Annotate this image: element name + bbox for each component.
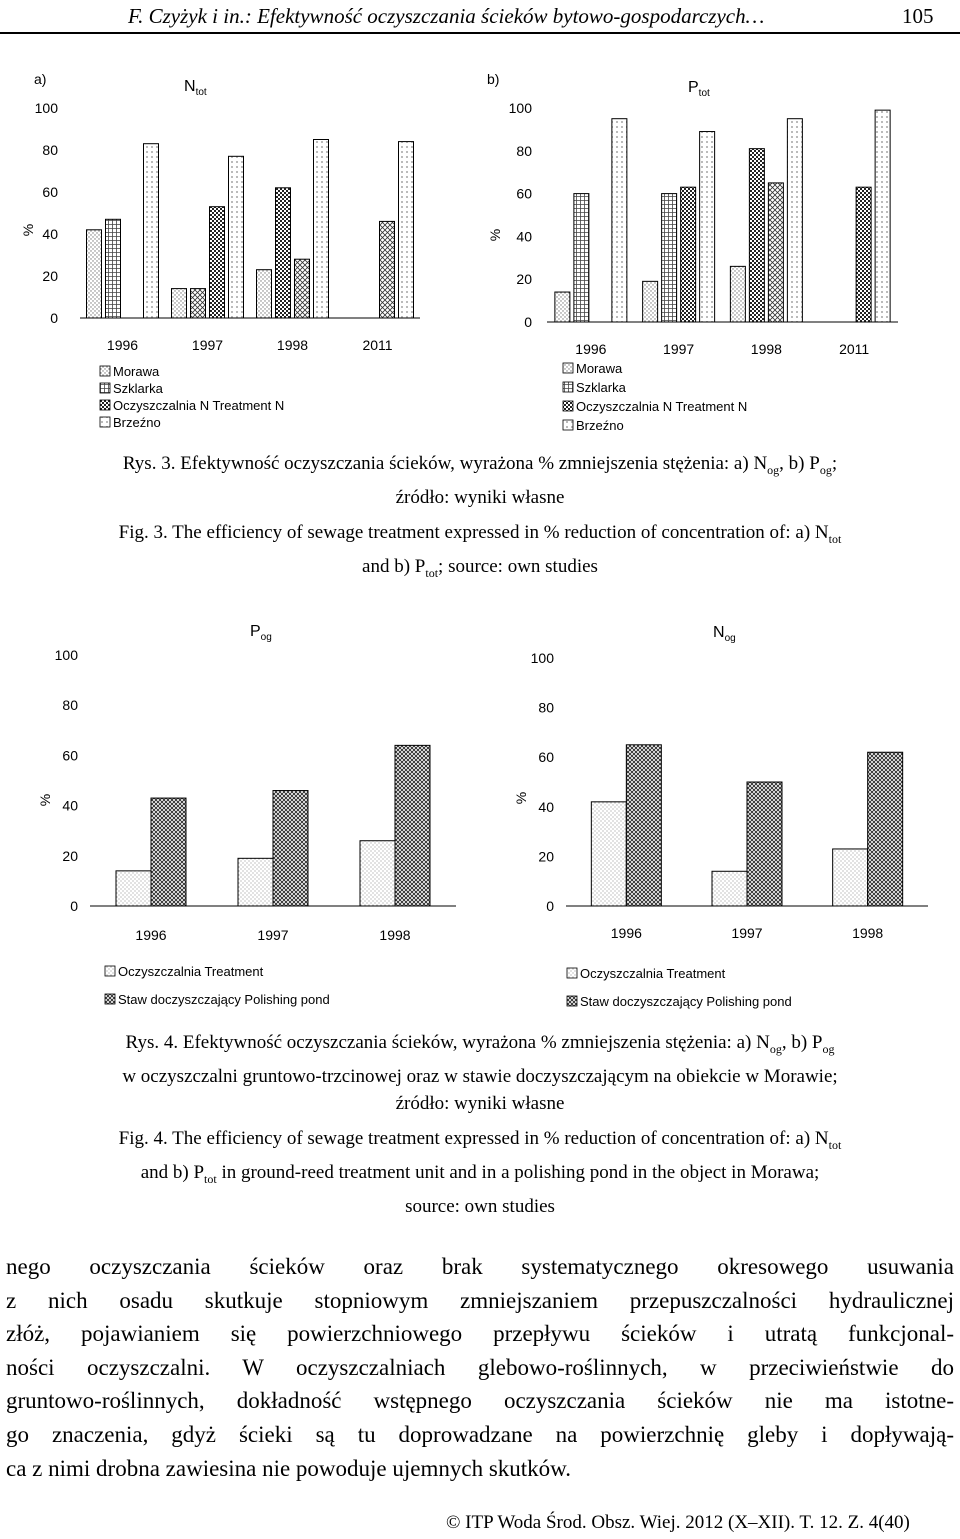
- x-tick-label: 1997: [191, 337, 224, 353]
- svg-text:Morawa: Morawa: [113, 364, 160, 379]
- y-tick-label: 40: [62, 797, 78, 814]
- x-tick-label: 1997: [257, 927, 289, 943]
- fig4-caption-pl: [38, 1029, 922, 1117]
- fig4b-title: $N_{og}$: [713, 624, 736, 644]
- x-tick-label: 1996: [610, 925, 642, 941]
- bar-1996-series-0: [591, 802, 626, 906]
- svg-text:Brzeźno: Brzeźno: [576, 418, 624, 433]
- fig4b-bars: [591, 745, 902, 906]
- body-line: go znaczenia, gdyż ścieki są tu doprowadzane na powierzchnię gleby i dopływają-: [6, 1421, 954, 1447]
- bar-1997-series-1: [747, 782, 782, 906]
- fig3a-ylabel: %: [20, 223, 36, 237]
- y-tick-label: 60: [516, 185, 532, 202]
- body-line: ca z nimi drobna zawiesina nie powoduje ujemnych skutków.: [6, 1455, 572, 1481]
- x-tick-label: 2011: [362, 337, 393, 353]
- bar-1996-series-0: [116, 871, 151, 906]
- y-tick-label: 40: [42, 226, 58, 242]
- x-tick-label: 1998: [852, 925, 884, 941]
- y-tick-label: 80: [62, 697, 78, 714]
- fig4b-legend: [567, 966, 792, 1009]
- y-tick-label: 40: [516, 228, 532, 245]
- body-line: ności oczyszczalni. W oczyszczalniach glebowo-roślinnych, w przeciwieństwie do: [6, 1354, 954, 1380]
- fig4a-ticks: [55, 647, 411, 943]
- fig4a-title: $P_{og}$: [250, 623, 272, 643]
- bar-1998-series-1: [868, 752, 903, 906]
- bar-1997-series-0: [712, 871, 747, 906]
- fig4-caption-pl-line2: w oczyszczalni gruntowo-trzcinowej oraz w stawie doczyszczającym na obiekcie w Morawie;: [122, 1065, 838, 1087]
- body-line: gruntowo-roślinnych, dokładność wstępnego oczyszczania ścieków nie ma istotne-: [6, 1388, 954, 1414]
- x-tick-label: 1998: [379, 927, 411, 943]
- y-tick-label: 40: [538, 798, 554, 815]
- fig4a-ylabel: %: [37, 793, 53, 807]
- fig4-caption-en-line2: and b) $P_{tot}$ in ground-reed treatment unit and in a polishing pond in the object in Morawa;: [140, 1161, 820, 1186]
- body-paragraph: [6, 1250, 954, 1485]
- svg-text:Staw doczyszczający Polishing: Staw doczyszczający Polishing pond: [118, 992, 330, 1007]
- running-title: F. Czyżyk i in.: Efektywność oczyszczania ścieków bytowo-gospodarczych…: [128, 4, 765, 28]
- fig3-caption-en-line1: Fig. 3. The efficiency of sewage treatment expressed in % reduction of concentration of: a) $N_{tot}$: [118, 522, 842, 546]
- y-tick-label: 20: [42, 268, 58, 284]
- fig3-caption-pl-line2: źródło: wyniki własne: [395, 486, 565, 508]
- fig4-caption-en-line3: source: own studies: [405, 1195, 555, 1217]
- svg-text:Staw doczyszczający Polishing: Staw doczyszczający Polishing pond: [580, 994, 792, 1009]
- body-line: złóż, pojawianiem się powierzchniowego przepływu ścieków i utratą funkcjonal-: [6, 1321, 954, 1347]
- svg-text:Oczyszczalnia N Treatment N: Oczyszczalnia N Treatment N: [113, 398, 285, 413]
- svg-text:Oczyszczalnia Treatment: Oczyszczalnia Treatment: [580, 966, 726, 981]
- fig4b-ylabel: %: [513, 791, 529, 805]
- x-tick-label: 2011: [839, 341, 870, 357]
- bar-1996-series-1: [626, 745, 661, 906]
- fig3b-ylabel: %: [487, 228, 503, 242]
- x-tick-label: 1996: [106, 337, 139, 353]
- y-tick-label: 100: [54, 647, 78, 663]
- svg-text:Szklarka: Szklarka: [576, 380, 626, 395]
- y-tick-label: 20: [62, 847, 78, 864]
- fig4b-ticks: [531, 650, 884, 941]
- y-tick-label: 0: [524, 314, 532, 330]
- svg-text:Oczyszczalnia Treatment: Oczyszczalnia Treatment: [118, 964, 264, 979]
- page-number: 105: [902, 4, 934, 28]
- fig4-caption-en: [38, 1125, 922, 1220]
- fig4-caption-pl-line3: źródło: wyniki własne: [395, 1092, 565, 1114]
- y-tick-label: 60: [62, 747, 78, 764]
- fig4-caption-en-line1: Fig. 4. The efficiency of sewage treatment expressed in % reduction of concentration of: a) $N_{tot}$: [118, 1128, 842, 1152]
- bar-1996-series-1: [151, 798, 186, 906]
- y-tick-label: 100: [508, 100, 532, 116]
- y-tick-label: 100: [34, 100, 58, 116]
- x-tick-label: 1998: [276, 337, 309, 353]
- y-tick-label: 80: [538, 699, 554, 716]
- y-tick-label: 0: [50, 310, 58, 326]
- fig3b-panel-label: b): [487, 71, 500, 87]
- bar-1998-series-0: [833, 849, 868, 906]
- y-tick-label: 20: [516, 271, 532, 288]
- bar-1997-series-1: [273, 791, 308, 906]
- bar-1998-series-1: [395, 745, 430, 906]
- x-tick-label: 1997: [663, 341, 695, 357]
- body-line: nego oczyszczania ścieków oraz brak systematycznego okresowego usuwania: [6, 1254, 954, 1279]
- y-tick-label: 0: [546, 898, 554, 914]
- x-tick-label: 1998: [750, 341, 782, 357]
- fig3a-title: $N_{tot}$: [184, 78, 207, 98]
- footer-citation: © ITP Woda Środ. Obsz. Wiej. 2012 (X–XII). T. 12. Z. 4(40): [446, 1512, 910, 1533]
- y-tick-label: 80: [516, 142, 532, 159]
- bar-1998-series-0: [360, 841, 395, 906]
- body-line: z nich osadu skutkuje stopniowym zmniejszaniem przepuszczalności hydraulicznej: [6, 1287, 954, 1313]
- y-tick-label: 20: [538, 848, 554, 865]
- fig3a-panel-label: a): [34, 71, 47, 87]
- fig4a-bars: [116, 745, 430, 906]
- fig3-caption-pl-line1: Rys. 3. Efektywność oczyszczania ścieków, wyrażona % zmniejszenia stężenia: a) $N_{og}$, b) $P_{og}$;: [122, 453, 838, 477]
- y-tick-label: 100: [530, 650, 554, 666]
- fig3b-title: $P_{tot}$: [688, 79, 710, 99]
- x-tick-label: 1996: [575, 341, 607, 357]
- y-tick-label: 0: [70, 898, 78, 914]
- y-tick-label: 80: [42, 142, 58, 158]
- svg-text:Morawa: Morawa: [576, 361, 623, 376]
- y-tick-label: 60: [538, 749, 554, 766]
- svg-text:Szklarka: Szklarka: [113, 381, 163, 396]
- fig3-caption-en-line2: and b) $P_{tot}$; source: own studies: [362, 555, 598, 580]
- y-tick-label: 60: [42, 184, 58, 200]
- bar-1997-series-0: [238, 858, 273, 906]
- svg-text:Brzeźno: Brzeźno: [113, 415, 161, 430]
- svg-text:Oczyszczalnia N Treatment N: Oczyszczalnia N Treatment N: [576, 399, 748, 414]
- x-tick-label: 1997: [731, 925, 763, 941]
- x-tick-label: 1996: [135, 927, 167, 943]
- fig4-caption-pl-line1: Rys. 4. Efektywność oczyszczania ścieków, wyrażona % zmniejszenia stężenia: a) $N_{og}$, b) $P_{og}$: [125, 1032, 835, 1056]
- fig4a-legend: [105, 964, 330, 1007]
